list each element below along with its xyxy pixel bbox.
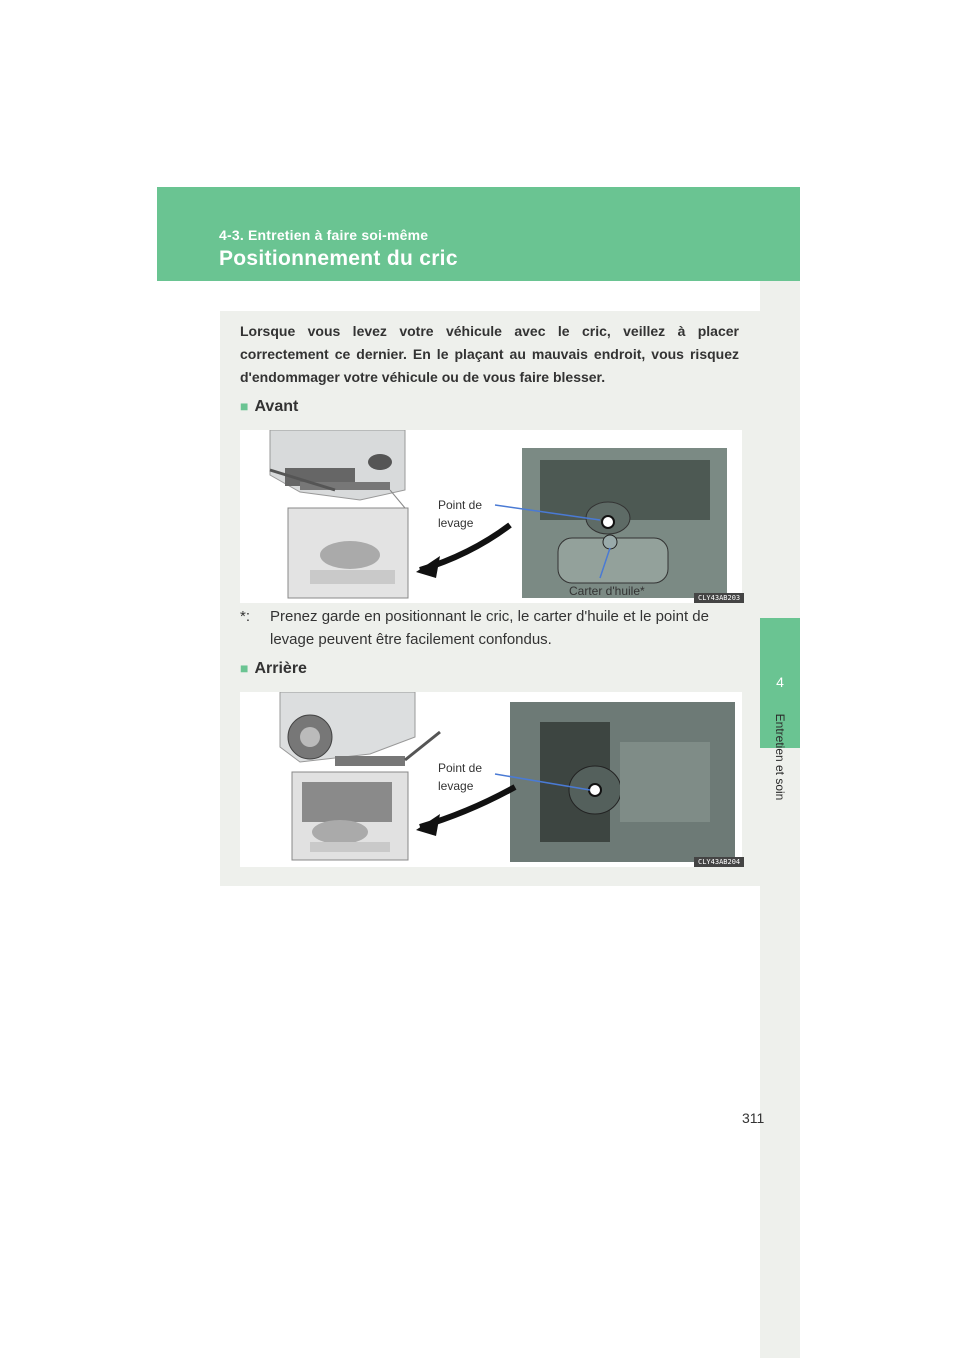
rear-heading: ■ Arrière [240,660,307,677]
rear-lifting-point-label: Point de levage [438,761,483,793]
footnote [240,605,740,651]
section-title: 4-3. Entretien à faire soi-même [219,227,429,243]
footnote-text: Prenez garde en positionnant le cric, le carter d'huile et le point de levage peuvent être facilement confondus. [270,608,709,648]
square-bullet-icon: ■ [240,660,249,676]
oil-pan-label: Carter d'huile* [569,584,645,598]
front-lifting-point-label: Point de levage [438,498,483,530]
front-heading: ■ Avant [240,398,299,415]
footnote-mark: *: [240,608,251,625]
chapter-number: 4 [776,674,784,690]
intro-paragraph: Lorsque vous levez votre véhicule avec le cric, veillez à placer correctement ce dernier. En le plaçant au mauvais endroit, vous risquez d'endommager votre véhicule ou de vous faire blesser. [240,323,739,385]
front-figure-code: CLY43AB203 [694,593,744,603]
page-title: Positionnement du cric [219,247,458,270]
chapter-label: Entretien et soin [773,713,787,801]
chapter-header [157,187,800,281]
page-number: 311 [742,1110,765,1126]
rear-figure-code: CLY43AB204 [694,857,744,867]
square-bullet-icon: ■ [240,398,249,414]
